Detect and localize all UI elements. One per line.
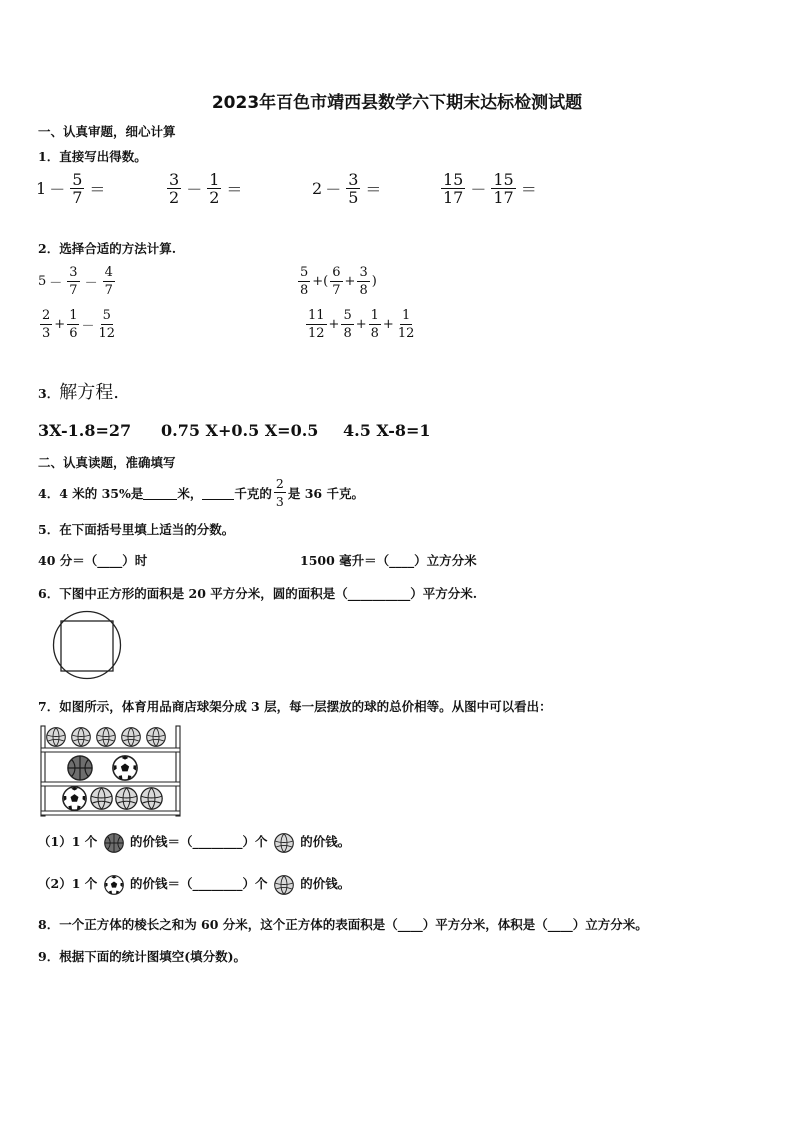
volleyball-icon [72,728,91,747]
fraction [207,171,221,206]
square-shape [61,621,113,671]
numerator: 3 [359,265,368,280]
question-6-prompt: 6．下图中正方形的面积是 20 平方分米，圆的面积是（__________）平方分米. [38,586,478,601]
fraction [396,307,417,342]
numerator: 5 [72,170,83,189]
denominator: 12 [397,326,415,341]
basketball-icon [68,756,92,780]
numerator: 1 [370,308,379,323]
question-3-number: 3． [38,386,60,401]
answer-blank[interactable] [202,486,234,500]
numerator: 15 [443,170,464,189]
minus-sign: － [49,276,63,291]
denominator: 17 [443,188,464,207]
numerator: 3 [169,170,180,189]
rack-post-right [176,726,180,816]
question-5-a: 40 分＝（____）时 [38,553,148,568]
denominator: 7 [104,283,113,298]
soccer-ball-icon [104,875,124,895]
plus-sign: + [54,317,66,332]
question-3-label: 解方程. [59,382,119,403]
denominator: 6 [69,326,78,341]
question-3-prompt [38,378,119,404]
plus-sign: + [344,274,356,289]
question-7-part-1 [38,832,350,853]
circle-square-figure [46,610,128,680]
close-paren: ) [371,274,377,289]
numerator: 1 [401,308,411,323]
minus-sign: － [84,276,98,291]
fraction [40,307,52,342]
question-1-prompt: 1．直接写出得数。 [38,149,147,164]
q1-item-1-whole: 1 [36,179,47,198]
q1-item-4 [439,171,540,206]
numerator: 1 [69,308,78,323]
q1-item-3 [312,171,384,206]
q4-text-4: 是 36 千克。 [287,485,364,501]
denominator: 7 [72,188,83,207]
volleyball-icon [91,788,112,809]
volleyball-icon [97,728,116,747]
fraction [67,307,79,342]
q1-item-3-whole: 2 [312,179,323,198]
numerator: 1 [209,170,220,189]
q4-text-2: 米， [177,485,203,501]
volleyball-icon [122,728,141,747]
denominator: 8 [359,283,368,298]
numerator: 5 [102,308,111,323]
denominator: 5 [348,188,359,207]
denominator: 7 [69,283,78,298]
q1-item-2 [165,171,245,206]
numerator: 15 [493,170,514,189]
denominator: 3 [275,494,284,509]
q4-text-1: 4．4 米的 35%是 [38,485,144,501]
question-7-prompt: 7．如图所示，体育用品商店球架分成 3 层，每一层摆放的球的总价相等。从图中可以看出： [38,699,552,714]
fraction [330,264,342,299]
question-2-prompt: 2．选择合适的方法计算. [38,241,177,256]
fraction [274,475,286,510]
rack-shelf-2 [41,782,180,786]
section-1-heading: 一、认真审题，细心计算 [38,124,176,139]
numerator: 6 [332,265,341,280]
q2-expression-4 [304,307,418,342]
minus-sign: － [49,180,66,199]
denominator: 3 [42,326,51,341]
q7-2-text-a: （2）1 个 [38,876,98,891]
fraction [67,264,79,299]
numerator: 2 [42,308,51,323]
equals-sign: ＝ [365,180,382,199]
fraction [103,264,115,299]
equation-1: 3X-1.8=27 [38,421,132,440]
volleyball-icon [147,728,166,747]
denominator: 8 [300,283,309,298]
equation-2: 0.75 X+0.5 X=0.5 [161,421,319,440]
rack-shelf-1 [41,748,180,752]
numerator: 5 [343,308,352,323]
equals-sign: ＝ [226,180,243,199]
rack-shelf-3 [41,811,180,815]
fraction [70,171,84,206]
plus-open-paren: +( [312,274,329,289]
fraction [346,171,360,206]
fraction [298,264,310,299]
question-7-part-2 [38,874,350,895]
denominator: 2 [169,188,180,207]
q7-2-text-c: 的价钱。 [300,876,351,891]
rack-post-left [41,726,45,816]
answer-blank[interactable] [143,486,177,500]
minus-sign: － [186,180,203,199]
numerator: 2 [275,476,284,491]
volleyball-icon [274,833,294,853]
numerator: 11 [308,308,325,323]
minus-sign: － [81,319,95,334]
fraction [441,171,465,206]
whole-number: 5 [38,274,47,289]
page-title: 2023年百色市靖西县数学六下期末达标检测试题 [211,93,583,113]
minus-sign: － [470,180,487,199]
q2-expression-3 [38,307,119,342]
soccer-ball-icon [63,787,86,810]
plus-sign: + [328,317,340,332]
volleyball-icon [47,728,66,747]
denominator: 17 [493,188,514,207]
denominator: 8 [370,326,379,341]
fraction [491,171,515,206]
denominator: 12 [308,326,325,341]
denominator: 12 [98,326,116,341]
denominator: 2 [209,188,220,207]
q7-1-text-c: 的价钱。 [300,834,351,849]
volleyball-icon [274,875,294,895]
fraction [369,307,381,342]
fraction [96,307,117,342]
fraction [167,171,181,206]
q4-text-3: 千克的 [234,485,272,501]
denominator: 8 [343,326,352,341]
numerator: 5 [300,265,309,280]
equals-sign: ＝ [89,180,106,199]
plus-sign: + [382,317,394,332]
q2-expression-1 [38,264,117,299]
equals-sign: ＝ [520,180,537,199]
numerator: 3 [69,265,78,280]
ball-rack-figure [40,723,182,817]
numerator: 4 [104,265,113,280]
question-5-prompt: 5．在下面括号里填上适当的分数。 [38,522,235,537]
volleyball-icon [141,788,162,809]
question-9: 9．根据下面的统计图填空(填分数)。 [38,949,247,964]
fraction [341,307,353,342]
q2-expression-2 [296,264,377,299]
plus-sign: + [355,317,367,332]
basketball-icon [104,833,124,853]
question-4 [38,475,364,510]
question-8: 8．一个正方体的棱长之和为 60 分米，这个正方体的表面积是（____）平方分米，体积是（____）立方分米。 [38,917,648,932]
q7-1-text-b: 的价钱＝（________）个 [129,834,268,849]
question-5-b: 1500 毫升＝（____）立方分米 [300,553,477,568]
numerator: 3 [348,170,359,189]
section-2-heading: 二、认真读题，准确填写 [38,455,176,470]
equation-3: 4.5 X-8=1 [343,421,431,440]
q7-1-text-a: （1）1 个 [38,834,98,849]
soccer-ball-icon [113,756,137,780]
q7-2-text-b: 的价钱＝（________）个 [129,876,268,891]
denominator: 7 [332,283,341,298]
volleyball-icon [116,788,137,809]
minus-sign: － [325,180,342,199]
fraction [306,307,327,342]
fraction [357,264,369,299]
q1-item-1 [36,171,108,206]
